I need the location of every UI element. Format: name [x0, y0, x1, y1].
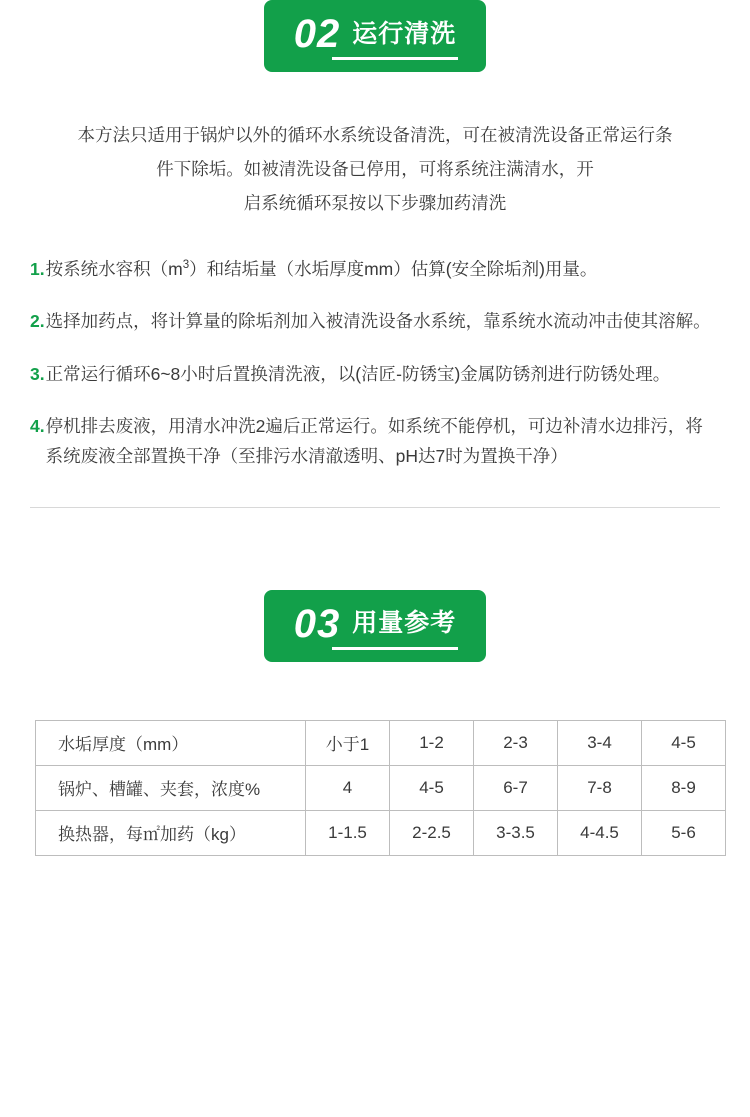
section-03-title: 用量参考 [352, 609, 457, 638]
table-cell: 1-2 [390, 720, 474, 765]
table-row [36, 765, 726, 810]
step-item [30, 411, 720, 471]
intro-line-3: 启系统循环泵按以下步骤加药清洗 [243, 193, 507, 214]
table-row-head: 锅炉、槽罐、夹套，浓度% [36, 765, 306, 810]
table-cell: 7-8 [558, 765, 642, 810]
step-text: 停机排去废液，用清水冲洗2遍后正常运行。如系统不能停机，可边补清水边排污，将系统废液全部置换干净（至排污水清澈透明、pH达7时为置换干净） [45, 415, 703, 466]
table-cell: 4-5 [642, 720, 726, 765]
dosage-table-wrap [35, 720, 715, 856]
table-cell: 4-4.5 [558, 810, 642, 855]
table-cell: 6-7 [474, 765, 558, 810]
dosage-table [35, 720, 726, 856]
step-number: 3. [30, 363, 45, 384]
section-02-steps [30, 254, 720, 470]
intro-line-1: 本方法只适用于锅炉以外的循环水系统设备清洗，可在被清洗设备正常运行条 [77, 125, 673, 145]
table-cell: 2-2.5 [390, 810, 474, 855]
badge-underline-decoration [332, 57, 459, 60]
step-text: 按系统水容积$(m^3)$和结垢量（水垢厚度mm）估算(安全除垢剂)用量。 [45, 259, 598, 280]
step-text: 正常运行循环6~8小时后置换清洗液，以(洁匠-防锈宝)金属防锈剂进行防锈处理。 [45, 363, 671, 384]
section-02-intro [30, 118, 720, 220]
table-cell: 小于1 [306, 720, 390, 765]
table-cell: 3-3.5 [474, 810, 558, 855]
step-item [30, 254, 720, 284]
table-cell: 1-1.5 [306, 810, 390, 855]
table-cell: 8-9 [642, 765, 726, 810]
section-divider [30, 507, 720, 508]
section-02-title: 运行清洗 [352, 19, 457, 48]
table-cell: 4 [306, 765, 390, 810]
intro-line-2: 件下除垢。如被清洗设备已停用，可将系统注满清水，开 [156, 159, 594, 180]
section-03-number: 03 [293, 601, 341, 646]
section-02-badge [264, 0, 487, 72]
table-row [36, 720, 726, 765]
section-02-badge-wrap [0, 0, 750, 72]
table-cell: 3-4 [558, 720, 642, 765]
step-number: 1. [30, 259, 45, 280]
step-text: 选择加药点，将计算量的除垢剂加入被清洗设备水系统，靠系统水流动冲击使其溶解。 [45, 311, 711, 332]
table-row-head: 换热器，每㎡加药（kg） [36, 810, 306, 855]
section-03-badge [264, 590, 487, 662]
step-number: 2. [30, 311, 45, 332]
table-cell: 5-6 [642, 810, 726, 855]
table-cell: 4-5 [390, 765, 474, 810]
section-02-number: 02 [293, 12, 341, 56]
badge-underline-decoration [332, 647, 459, 650]
step-item [30, 359, 720, 389]
step-item [30, 306, 720, 336]
table-row-head: 水垢厚度（mm） [36, 720, 306, 765]
section-03-badge-wrap [0, 590, 750, 662]
table-cell: 2-3 [474, 720, 558, 765]
step-number: 4. [30, 415, 45, 436]
table-row [36, 810, 726, 855]
